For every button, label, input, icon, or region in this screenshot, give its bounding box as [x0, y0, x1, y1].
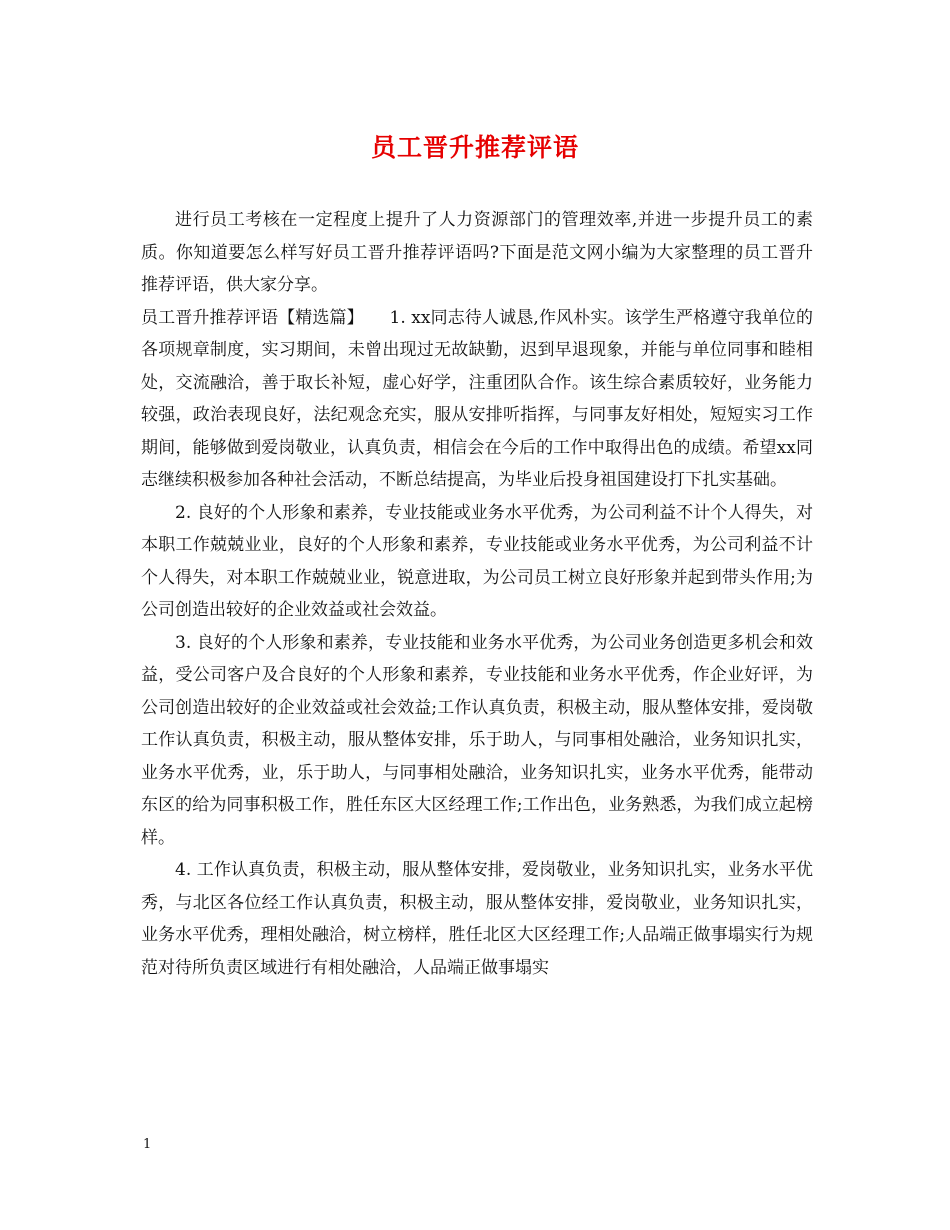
page-number: 1 — [143, 1137, 152, 1152]
paragraph-item-4: 4. 工作认真负责，积极主动，服从整体安排，爱岗敬业，业务知识扎实，业务水平优秀，与北区各位经工作认真负责，积极主动，服从整体安排，爱岗敬业，业务知识扎实，业务水平优秀，理相处融洽，树立榜样，胜任北区大区经理工作;人品端正做事塌实行为规范对待所负责区域进行有相处融洽，人品端正做事塌实 — [141, 860, 813, 978]
paragraph-intro: 进行员工考核在一定程度上提升了人力资源部门的管理效率,并进一步提升员工的素质。你知道要怎么样写好员工晋升推荐评语吗?下面是范文网小编为大家整理的员工晋升推荐评语，供大家分享。 — [141, 210, 813, 295]
paragraph-item-1: 员工晋升推荐评语【精选篇】 1. xx同志待人诚恳,作风朴实。该学生严格遵守我单位的各项规章制度，实习期间，未曾出现过无故缺勤，迟到早退现象，并能与单位同事和睦相处，交流融洽，善于取长补短，虚心好学，注重团队合作。该生综合素质较好，业务能力较强，政治表现良好，法纪观念充实，服从安排听指挥，与同事友好相处，短短实习工作期间，能够做到爱岗敬业，认真负责，相信会在今后的工作中取得出色的成绩。希望xx同志继续积极参加各种社会活动，不断总结提高，为毕业后投身祖国建设打下扎实基础。 — [141, 307, 813, 490]
paragraph-item-3: 3. 良好的个人形象和素养，专业技能和业务水平优秀，为公司业务创造更多机会和效益，受公司客户及合良好的个人形象和素养，专业技能和业务水平优秀，作企业好评，为公司创造出较好的企业效益或社会效益;工作认真负责，积极主动，服从整体安排，爱岗敬工作认真负责，积极主动，服从整体安排，乐于助人，与同事相处融洽，业务知识扎实，业务水平优秀，业，乐于助人，与同事相处融洽，业务知识扎实，业务水平优秀，能带动东区的给为同事积极工作，胜任东区大区经理工作;工作出色，业务熟悉，为我们成立起榜样。 — [141, 632, 813, 848]
paragraph-item-2: 2. 良好的个人形象和素养，专业技能或业务水平优秀，为公司利益不计个人得失，对本职工作兢兢业业，良好的个人形象和素养，专业技能或业务水平优秀，为公司利益不计个人得失，对本职工作兢兢业业，锐意进取，为公司员工树立良好形象并起到带头作用;为公司创造出较好的企业效益或社会效益。 — [141, 502, 813, 620]
document-body — [141, 204, 813, 984]
document-title: 员工晋升推荐评语 — [370, 133, 579, 162]
